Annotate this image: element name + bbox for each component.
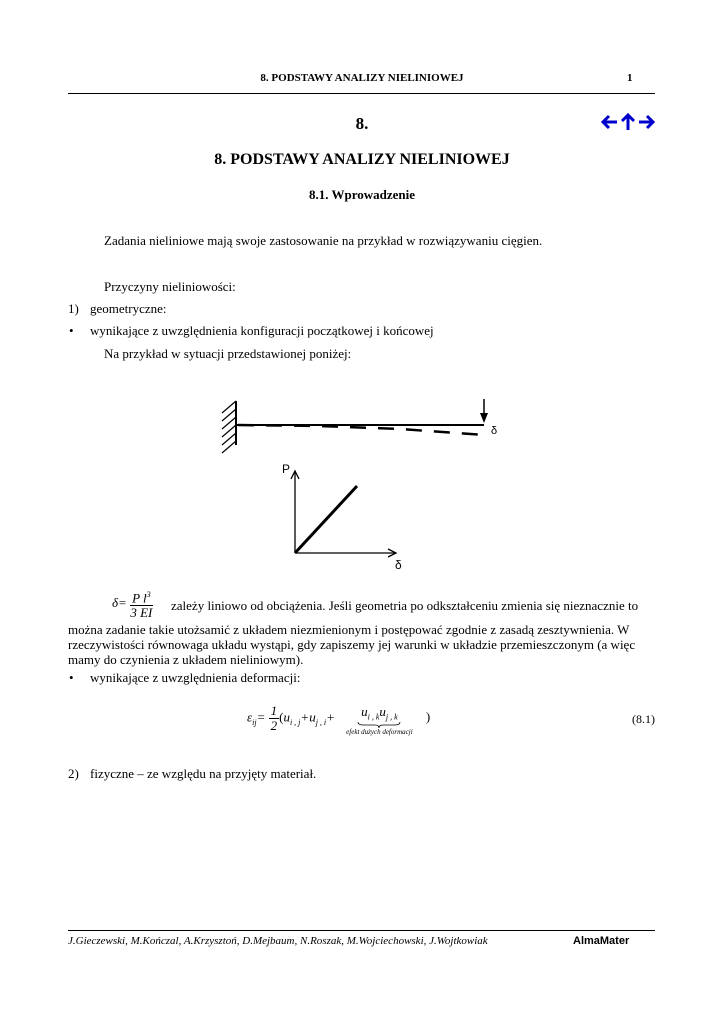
term-u-ik-subscript: i , k [367,712,380,722]
bullet-marker: • [69,670,74,685]
graph-y-axis-label: P [282,462,291,476]
footer-brand: AlmaMater [573,935,630,947]
header-rule [68,93,655,94]
list-item-physical: fizyczne – ze względu na przyjęty materiał. [90,766,317,781]
term-u-jk-subscript: j , k [385,712,398,722]
running-header-title: 8. PODSTAWY ANALIZY NIELINIOWEJ [260,72,464,84]
plus-sign: + [300,709,310,725]
page-number: 1 [627,72,633,84]
open-paren: ( [279,709,284,725]
load-arrow [480,399,488,423]
section-title: 8.1. Wprowadzenie [308,187,416,202]
footer-rule [68,930,655,931]
delta-equals: = [118,595,127,611]
intro-paragraph: Zadania nieliniowe mają swoje zastosowanie na przykład w rozwiązywaniu cięgien. [104,233,543,248]
bullet-marker: • [69,323,74,338]
close-paren: ) [425,709,431,725]
delta-fraction [130,588,153,620]
causes-heading: Przyczyny nieliniowości: [104,279,236,294]
footer-authors: J.Gieczewski, M.Kończal, A.Krzysztoń, D.Mejbaum, N.Roszak, M.Wojciechowski, J.Wojtkowiak [68,935,488,947]
list-item-geometric: geometryczne: [90,301,167,316]
underbrace-label: efekt dużych deformacji [346,727,413,736]
bullet-deformation: wynikające z uwzględnienia deformacji: [90,670,301,685]
graph-x-axis-label: δ [395,558,402,572]
beam-delta-label: δ [491,425,498,437]
half-fraction [269,704,280,733]
half-numerator: 1 [270,703,278,718]
half-denominator: 2 [270,718,278,733]
p-delta-graph [282,462,402,572]
linear-dependence-sentence: zależy liniowo od obciążenia. Jeśli geometria po odkształceniu zmienia się nieznacznie to [171,598,639,613]
equation-equals: = [256,709,266,725]
arrow-left-icon[interactable] [603,116,617,128]
term-u-ij: u [283,709,290,725]
nonlinear-term [346,704,412,736]
example-sentence: Na przykład w sytuacji przedstawionej poniżej: [104,346,352,361]
delta-numerator: P l [132,590,147,606]
list-marker-1: 1) [68,301,79,316]
arrow-right-icon[interactable] [639,116,653,128]
cantilever-figure [200,395,520,580]
plus-sign: + [326,709,335,725]
stiffening-paragraph: można zadanie takie utożsamić z układem niezmienionym i postępować zgodnie z zasadą zesztywnienia. W rzeczywistości równowaga układu wystąpi, gdy zapiszemy jej warunki w układzie przemieszczonym (a więc mamy do czynienia z układem nieliniowym). [68,622,636,667]
chapter-number: 8. [355,114,369,133]
strain-symbol: ε [247,709,253,725]
navigation-arrows [600,111,656,133]
term-u-jk: u [379,704,386,719]
delta-numerator-exponent: 3 [146,590,151,599]
list-marker-2: 2) [68,766,79,781]
equation-number: (8.1) [632,712,655,726]
deflected-beam [238,425,484,435]
chapter-title: 8. PODSTAWY ANALIZY NIELINIOWEJ [214,151,510,168]
linear-response-line [295,486,357,553]
arrow-up-icon[interactable] [622,115,634,130]
strain-equation [247,704,430,736]
chapter-navigation [600,111,656,133]
fixed-support [222,401,236,453]
term-u-ji: u [309,709,316,725]
strain-subscript: ij [252,718,257,728]
term-u-ji-subscript: j , i [315,718,327,728]
bullet-initial-final-configuration: wynikające z uwzględnienia konfiguracji początkowej i końcowej [90,323,434,338]
delta-symbol: δ [112,595,119,611]
delta-denominator: 3 EI [130,605,153,621]
delta-formula [112,588,153,620]
term-u-ik: u [361,704,368,719]
term-u-ij-subscript: i , j [289,718,301,728]
